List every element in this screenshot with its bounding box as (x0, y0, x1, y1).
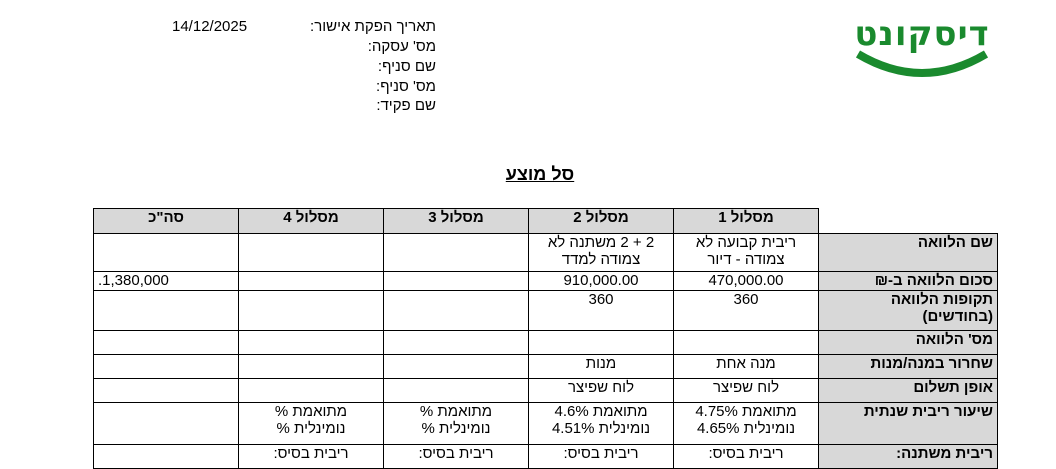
page-title: סל מוצע (505, 164, 575, 184)
cell-periods-total (94, 291, 239, 331)
cell-rate-m3 (384, 403, 529, 445)
loan-offer-table (93, 208, 998, 469)
bank-logo (852, 14, 992, 100)
table-row (94, 445, 998, 469)
cell-amount-m3 (384, 272, 529, 291)
cell-variable-m4: ריבית בסיס: (239, 445, 384, 469)
table-row (94, 379, 998, 403)
column-header-m3: מסלול 3 (384, 209, 529, 234)
cell-variable-m3: ריבית בסיס: (384, 445, 529, 469)
cell-loan-number-m1 (674, 331, 819, 355)
column-header-m2: מסלול 2 (529, 209, 674, 234)
cell-loan-number-m4 (239, 331, 384, 355)
branch-name-label: שם סניף: (377, 58, 436, 75)
rate-m2-adjusted: מתואמת 4.6% (554, 403, 648, 420)
cell-rate-m1 (674, 403, 819, 445)
clerk-name-label: שם פקיד: (376, 97, 436, 114)
cell-periods-m3 (384, 291, 529, 331)
column-header-m1: מסלול 1 (674, 209, 819, 234)
rate-m3-nominal: נומינלית % (421, 420, 491, 437)
cell-payment-total (94, 379, 239, 403)
cell-payment-m2: לוח שפיצר (529, 379, 674, 403)
column-header-total: סה"כ (94, 209, 239, 234)
cell-rate-total (94, 403, 239, 445)
cell-variable-total (94, 445, 239, 469)
cell-release-m3 (384, 355, 529, 379)
row-label-payment: אופן תשלום (819, 379, 998, 403)
cell-payment-m4 (239, 379, 384, 403)
column-header-m4: מסלול 4 (239, 209, 384, 234)
rate-m1-adjusted: מתואמת 4.75% (695, 403, 797, 420)
logo-wordmark: דיסקונט (854, 14, 990, 54)
rate-m2-nominal: נומינלית 4.51% (551, 420, 651, 437)
cell-loan-name-total (94, 234, 239, 272)
row-label-release: שחרור במנה/מנות (819, 355, 998, 379)
rate-m3-adjusted: מתואמת % (419, 403, 493, 420)
cell-amount-m1: 470,000.00 (674, 272, 819, 291)
cell-loan-name-m3 (384, 234, 529, 272)
cell-variable-m2: ריבית בסיס: (529, 445, 674, 469)
table-row (94, 234, 998, 272)
cell-amount-m4 (239, 272, 384, 291)
cell-release-total (94, 355, 239, 379)
cell-variable-m1: ריבית בסיס: (674, 445, 819, 469)
row-label-amount: סכום הלוואה ב-₪ (819, 272, 998, 291)
cell-rate-m4 (239, 403, 384, 445)
table-row (94, 331, 998, 355)
issue-date-value: 14/12/2025 (172, 18, 248, 35)
issue-date-label: תאריך הפקת אישור: (310, 18, 436, 35)
rate-m4-nominal: נומינלית % (276, 420, 346, 437)
row-label-periods: תקופות הלוואה (בחודשים) (819, 291, 998, 331)
cell-amount-total: 1,380,000. (94, 272, 239, 291)
rate-m4-adjusted: מתואמת % (274, 403, 348, 420)
cell-payment-m1: לוח שפיצר (674, 379, 819, 403)
branch-number-label: מס' סניף: (376, 78, 436, 95)
table-header-row (94, 209, 998, 234)
cell-loan-name-m4 (239, 234, 384, 272)
table-row (94, 355, 998, 379)
row-label-rate: שיעור ריבית שנתית (819, 403, 998, 445)
row-label-loan-number: מס' הלוואה (819, 331, 998, 355)
row-label-loan-name: שם הלוואה (819, 234, 998, 272)
cell-release-m4 (239, 355, 384, 379)
logo-arc-icon (852, 14, 992, 100)
header-blank-cell (819, 209, 998, 234)
cell-periods-m1: 360 (674, 291, 819, 331)
cell-release-m2: מנות (529, 355, 674, 379)
row-label-variable: ריבית משתנה: (819, 445, 998, 469)
cell-amount-m2: 910,000.00 (529, 272, 674, 291)
cell-payment-m3 (384, 379, 529, 403)
table-row (94, 403, 998, 445)
cell-loan-number-m3 (384, 331, 529, 355)
cell-loan-number-m2 (529, 331, 674, 355)
table-row (94, 291, 998, 331)
cell-periods-m2: 360 (529, 291, 674, 331)
table-row (94, 272, 998, 291)
cell-release-m1: מנה אחת (674, 355, 819, 379)
cell-loan-number-total (94, 331, 239, 355)
cell-loan-name-m1: ריבית קבועה לא צמודה - דיור (674, 234, 819, 272)
cell-rate-m2 (529, 403, 674, 445)
cell-periods-m4 (239, 291, 384, 331)
deal-number-label: מס' עסקה: (367, 38, 436, 55)
cell-loan-name-m2: 2 + 2 משתנה לא צמודה למדד (529, 234, 674, 272)
rate-m1-nominal: נומינלית 4.65% (696, 420, 796, 437)
